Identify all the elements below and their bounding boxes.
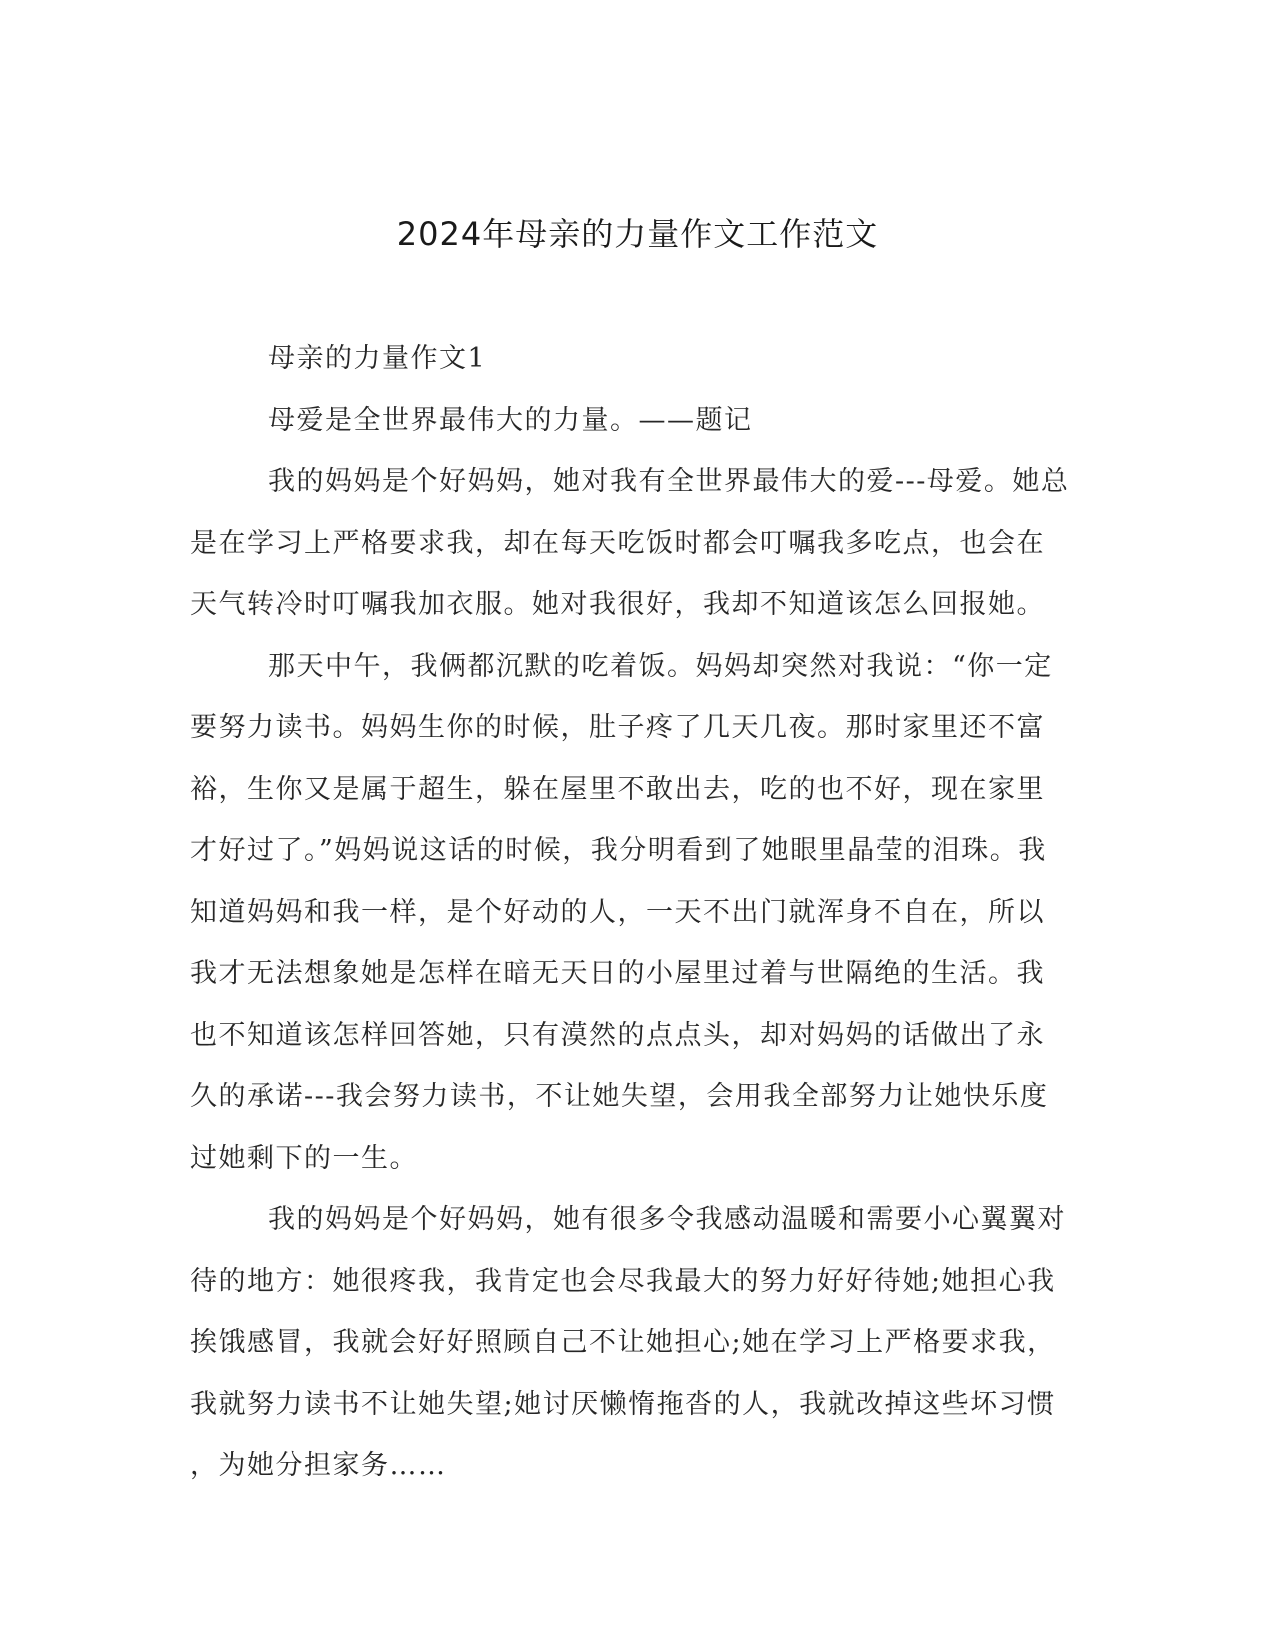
paragraph-3: 我的妈妈是个好妈妈，她有很多令我感动温暖和需要小心翼翼对 待的地方：她很疼我，我肯定也会尽我最大的努力好好待她;她担心我 挨饿感冒，我就会好好照顾自己不让她担心;她在学习上严格要求我， 我就努力读书不让她失望;她讨厌懒惰拖沓的人，我就改掉这些坏习惯 ，为她分担家务……	[190, 1204, 1066, 1481]
paragraph-epigraph: 母爱是全世界最伟大的力量。——题记	[268, 404, 753, 436]
document-title: 2024年母亲的力量作文工作范文	[396, 215, 879, 253]
paragraph-subtitle: 母亲的力量作文1	[268, 343, 487, 374]
paragraph-1: 我的妈妈是个好妈妈，她对我有全世界最伟大的爱---母爱。她总 是在学习上严格要求我，却在每天吃饭时都会叮嘱我多吃点，也会在 天气转冷时叮嘱我加衣服。她对我很好，我却不知道该怎么回报她。	[190, 466, 1070, 620]
paragraph-2: 那天中午，我俩都沉默的吃着饭。妈妈却突然对我说：“你一定 要努力读书。妈妈生你的时候，肚子疼了几天几夜。那时家里还不富 裕，生你又是属于超生，躲在屋里不敢出去，吃的也不好，现在家里 才好过了。”妈妈说这话的时候，我分明看到了她眼里晶莹的泪珠。我 知道妈妈和我一样，是个好动的人，一天不出门就浑身不自在，所以 我才无法想象她是怎样在暗无天日的小屋里过着与世隔绝的生活。我 也不知道该怎样回答她，只有漠然的点点头，却对妈妈的话做出了永 久的承诺---我会努力读书，不让她失望，会用我全部努力让她快乐度 过她剩下的一生。	[190, 650, 1053, 1174]
document-body	[190, 328, 1090, 1497]
